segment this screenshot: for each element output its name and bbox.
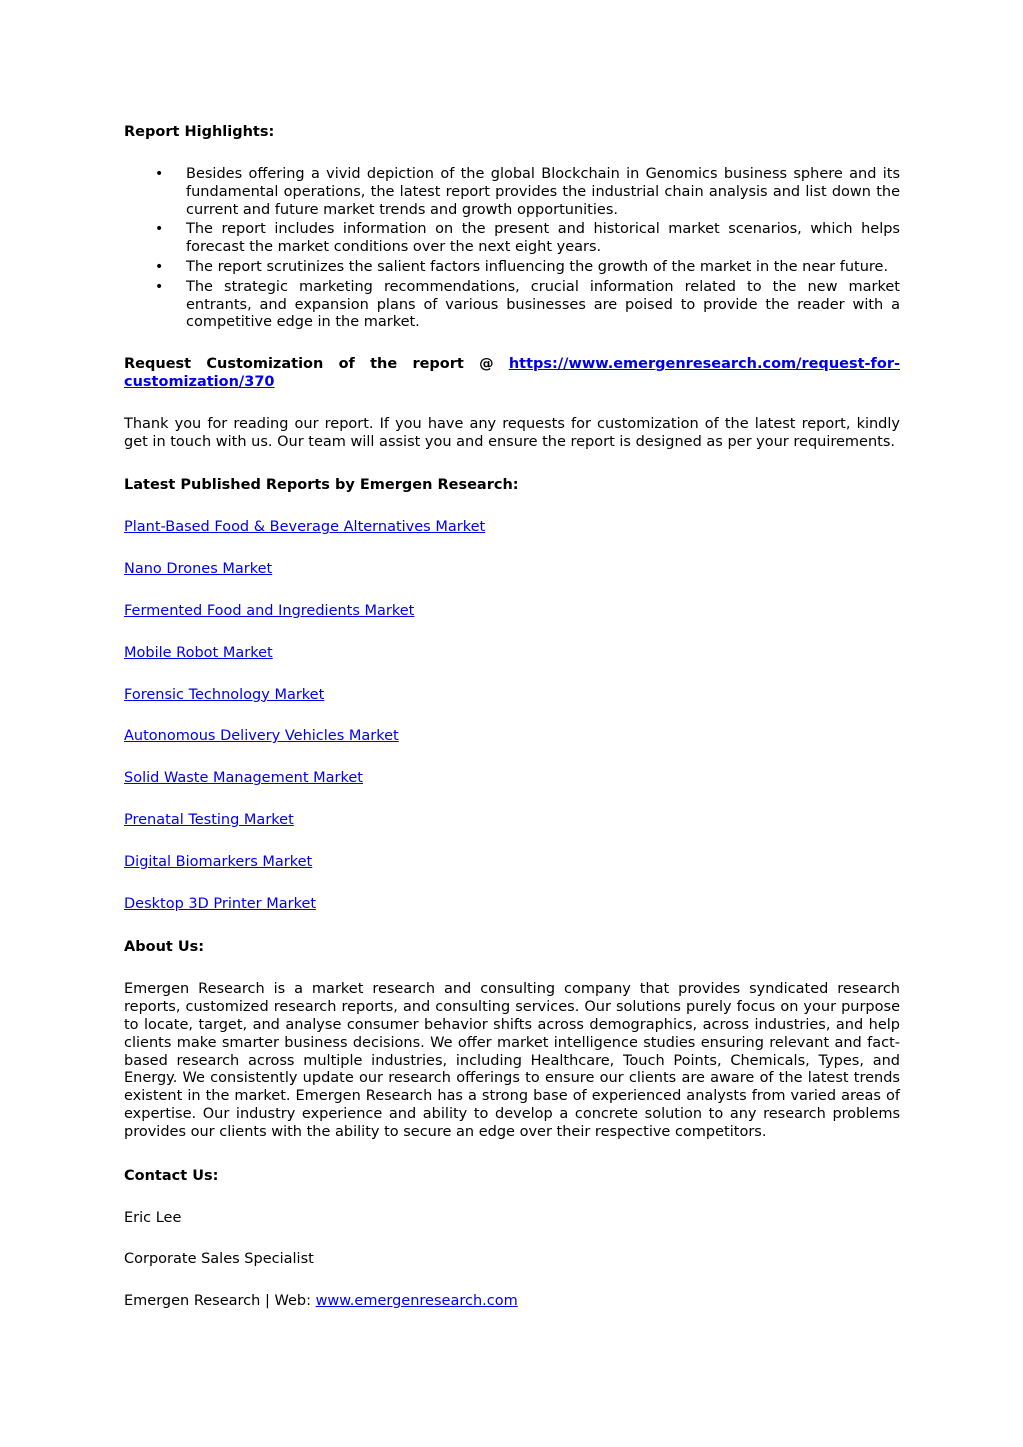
customization-label: Request Customization of the report @ [124, 356, 509, 373]
latest-reports-heading: Latest Published Reports by Emergen Research: [124, 477, 519, 494]
report-link-plant-based[interactable]: Plant-Based Food & Beverage Alternatives Market [124, 519, 486, 536]
report-link-item [124, 896, 900, 914]
bullet-icon: • [155, 221, 164, 238]
bullet-text: The strategic marketing recommendations, crucial information related to the new market entrants, and expansion plans of various businesses are poised to provide the reader with a competitive edge in the market. [186, 278, 900, 331]
bullet-icon: • [155, 258, 164, 275]
bullet-text: The report scrutinizes the salient factors influencing the growth of the market in the near future. [186, 258, 889, 275]
report-link-digital-biomarkers[interactable]: Digital Biomarkers Market [124, 853, 313, 870]
report-link-autonomous-delivery[interactable]: Autonomous Delivery Vehicles Market [124, 728, 399, 745]
report-highlights-heading: Report Highlights: [124, 124, 275, 140]
report-link-item [124, 770, 900, 788]
bullet-icon: • [155, 278, 164, 295]
report-link-item [124, 854, 900, 872]
thank-you-paragraph: Thank you for reading our report. If you have any requests for customization of the latest report, kindly get in touch with us. Our team will assist you and ensure the report is designed as per your requirements. [124, 415, 900, 450]
contact-title: Corporate Sales Specialist [124, 1251, 314, 1268]
report-link-item [124, 561, 900, 579]
website-link[interactable]: www.emergenresearch.com [315, 1293, 518, 1310]
report-link-item [124, 728, 900, 746]
report-link-item [124, 519, 900, 537]
about-heading: About Us: [124, 939, 205, 956]
report-link-item [124, 812, 900, 830]
contact-name: Eric Lee [124, 1209, 182, 1226]
contact-heading: Contact Us: [124, 1167, 219, 1184]
list-item [124, 221, 900, 257]
report-link-fermented-food[interactable]: Fermented Food and Ingredients Market [124, 602, 415, 619]
highlights-list [124, 166, 900, 332]
list-item [124, 166, 900, 219]
report-link-mobile-robot[interactable]: Mobile Robot Market [124, 644, 273, 661]
contact-web [124, 1293, 900, 1311]
report-link-nano-drones[interactable]: Nano Drones Market [124, 561, 273, 578]
report-link-prenatal-testing[interactable]: Prenatal Testing Market [124, 811, 294, 828]
report-link-item [124, 603, 900, 621]
customization-link[interactable]: https://www.emergenresearch.com/request-for-customization/370 [124, 356, 900, 390]
bullet-icon: • [155, 166, 164, 182]
list-item [124, 279, 900, 332]
report-link-item [124, 645, 900, 663]
customization-request [124, 356, 900, 392]
bullet-text: Besides offering a vivid depiction of the global Blockchain in Genomics business sphere and its fundamental operations, the latest report provides the industrial chain analysis and list down the current and future market trends and growth opportunities. [186, 166, 900, 218]
report-link-item [124, 687, 900, 705]
document-page [124, 122, 900, 1335]
report-link-solid-waste[interactable]: Solid Waste Management Market [124, 770, 363, 787]
bullet-text: The report includes information on the present and historical market scenarios, which helps forecast the market conditions over the next eight years. [186, 221, 900, 256]
report-link-desktop-3d-printer[interactable]: Desktop 3D Printer Market [124, 895, 317, 912]
contact-web-prefix: Emergen Research | Web: [124, 1293, 316, 1310]
report-link-forensic-technology[interactable]: Forensic Technology Market [124, 686, 325, 703]
about-paragraph: Emergen Research is a market research and consulting company that provides syndicated research reports, customized research reports, and consulting services. Our solutions purely focus on your purpose to locate, target, and analyse consumer behavior shifts across demographics, across industries, and help clients make smarter business decisions. We offer market intelligence studies ensuring relevant and fact-based research across multiple industries, including Healthcare, Touch Points, Chemicals, Types, and Energy. We consistently update our research offerings to ensure our clients are aware of the latest trends existent in the market. Emergen Research has a strong base of experienced analysts from varied areas of expertise. Our industry experience and ability to develop a concrete solution to any research problems provides our clients with the ability to secure an edge over their respective competitors. [124, 981, 900, 1140]
list-item [124, 259, 900, 277]
